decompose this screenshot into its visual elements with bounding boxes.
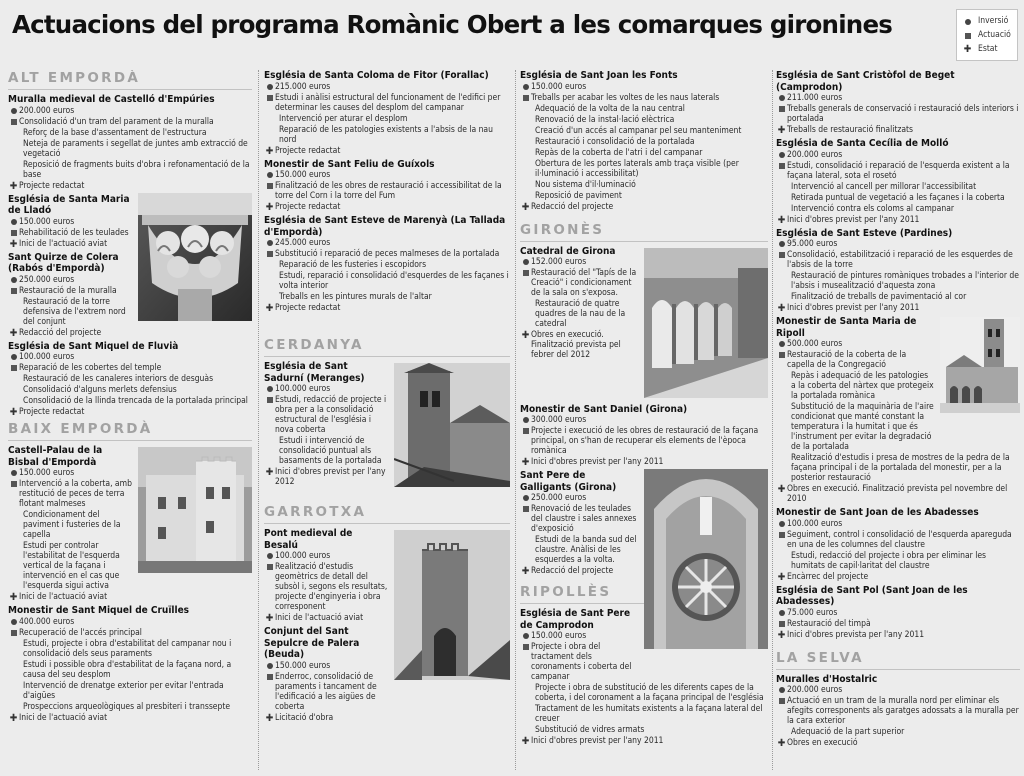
section-hostalric: Muralles d'Hostalric 200.000 euros Actuació en un tram de la muralla nord per eliminar els afegits corresponents als garatges adossats a la muralla per la cara exterior Adequació de la part superior ✚ Obres en execució <box>776 673 1019 749</box>
photo-rose-window <box>644 469 768 649</box>
square-icon <box>267 95 273 101</box>
dot-icon <box>11 277 17 283</box>
square-icon <box>779 621 785 627</box>
plus-icon: ✚ <box>9 327 18 339</box>
plus-icon: ✚ <box>9 238 18 250</box>
section-fitor: Església de Santa Coloma de Fitor (Forallac) 215.000 euros Estudi i anàlisi estructural del funcionament de l'edifici per determinar les causes del desplom del campanar Intervenció per aturar el desplom Reparació de les patologies existents a l'absis de la nau nord ✚ Projecte redactat <box>264 70 501 157</box>
section-ripoll: Monestir de Santa Maria de Ripoll 500.000 euros Restauració de la coberta de la capella de la Congregació Repàs i adequació de les patologies a la coberta del nàrtex que protegeix la portalada romànica Substitució de la maquinària de l'aire condicionat que manté constant la temperatura i la humitat i que és l'instrument per evitar la degradació de la portalada Realització d'estudis i presa de mostres de la pedra de la façana principal i de la portalada del monestir, per a la posterior restauració ✚ Obres en execució. Finalització prevista pel novembre del 2010 <box>776 316 1010 504</box>
dot-icon <box>11 470 17 476</box>
dot-icon <box>11 219 17 225</box>
photo-capital <box>138 193 252 321</box>
column-divider <box>515 70 516 770</box>
region-cerdanya: CERDANYA <box>264 337 510 357</box>
dot-icon <box>965 19 971 25</box>
dot-icon <box>267 172 273 178</box>
section-bisbal: Castell-Palau de la Bisbal d'Empordà 150.000 euros Intervenció a la coberta, amb restitució de peces de terra flotant malmeses Condicionament del paviment i fusteries de la capella Estudi per controlar l'estabilitat de l'esquerda vertical de la façana i intervenció en el cas que l'esquerda sigui activa ✚ Inici de l'actuació aviat <box>8 445 132 603</box>
square-icon <box>779 163 785 169</box>
column-divider <box>772 70 773 770</box>
section-joan-fonts: Església de Sant Joan les Fonts 150.000 euros Treballs per acabar les voltes de les naus laterals Adequació de la volta de la nau central Renovació de la instal·lació elèctrica Creació d'un accés al campanar pel seu manteniment Restauració i consolidació de la portalada Repàs de la coberta de l'atri i del campanar Obertura de les portes laterals amb traça visible (per il·luminació i accessibilitat) Nou sistema d'il·luminació Reposició de paviment ✚ Redacció del projecte <box>520 70 742 213</box>
square-icon <box>779 252 785 258</box>
column-divider <box>258 70 259 770</box>
square-icon <box>11 481 17 487</box>
square-icon <box>267 397 273 403</box>
square-icon <box>523 270 529 276</box>
region-baix-emporda: BAIX EMPORDÀ <box>8 421 252 441</box>
square-icon <box>779 106 785 112</box>
region-la-selva: LA SELVA <box>776 650 1020 670</box>
dot-icon <box>523 633 529 639</box>
square-icon <box>267 183 273 189</box>
plus-icon: ✚ <box>521 736 530 747</box>
square-icon <box>523 506 529 512</box>
legend-item-inversio: Inversió <box>962 14 1012 28</box>
section-sant-daniel: Monestir de Sant Daniel (Girona) 300.000 euros Projecte i execució de les obres de restauració de la façana principal, on s'han de recuperar els elements de l'època romànica ✚ Inici d'obres previst per l'any 2011 <box>520 403 759 468</box>
plus-icon: ✚ <box>265 303 274 314</box>
square-icon <box>523 644 529 650</box>
dot-icon <box>11 354 17 360</box>
legend <box>956 9 1018 61</box>
plus-icon: ✚ <box>963 44 972 55</box>
square-icon <box>267 564 273 570</box>
column-1 <box>8 70 252 772</box>
legend-item-estat: ✚ Estat <box>963 44 998 55</box>
dot-icon <box>267 663 273 669</box>
dot-icon <box>523 259 529 265</box>
dot-icon <box>523 417 529 423</box>
region-alt-emporda: ALT EMPORDÀ <box>8 70 252 90</box>
photo-ripoll <box>940 317 1020 413</box>
square-icon <box>11 630 17 636</box>
dot-icon <box>11 619 17 625</box>
square-icon <box>11 365 17 371</box>
plus-icon: ✚ <box>9 180 18 192</box>
dot-icon <box>523 495 529 501</box>
plus-icon: ✚ <box>521 330 530 341</box>
plus-icon: ✚ <box>265 712 274 724</box>
square-icon <box>11 288 17 294</box>
plus-icon: ✚ <box>521 566 530 577</box>
section-colera: Sant Quirze de Colera (Rabós d'Empordà) 250.000 euros Restauració de la muralla Restauració de la torre defensiva de l'extrem nord del conjunt ✚ Redacció del projecte <box>8 251 126 339</box>
square-icon <box>267 674 273 680</box>
plus-icon: ✚ <box>265 202 274 213</box>
section-llado: Església de Santa Maria de Lladó 150.000 euros Rehabilitació de les teulades ✚ Inici de l'actuació aviat <box>8 193 130 250</box>
plus-icon: ✚ <box>777 214 786 226</box>
section-cruilles: Monestir de Sant Miquel de Cruïlles 400.000 euros Recuperació de l'accés principal Estudi, projecte i obra d'estabilitat del campanar nou i consolidació dels seus paraments Estudi i possible obra d'estabilitat de la façana nord, a causa del seu desplom Intervenció de drenatge exterior per evitar l'entrada d'aigües Prospeccions arqueològiques al presbiteri i transsepte ✚ Inici de l'actuació aviat <box>8 605 232 724</box>
dot-icon <box>779 341 785 347</box>
section-abadesses: Monestir de Sant Joan de les Abadesses 100.000 euros Seguiment, control i consolidació de l'esquerda apareguda en una de les columnes del claustre Estudi, redacció del projecte i obra per eliminar les humitats de capil·laritat del claustre ✚ Encàrrec del projecte <box>776 507 1012 583</box>
plus-icon: ✚ <box>777 303 786 314</box>
plus-icon: ✚ <box>265 145 274 157</box>
dot-icon <box>267 84 273 90</box>
section-sant-pol: Església de Sant Pol (Sant Joan de les Abadesses) 75.000 euros Restauració del timpà ✚ Inici d'obres prevista per l'any 2011 <box>776 584 968 641</box>
plus-icon: ✚ <box>521 201 530 213</box>
column-3 <box>520 70 768 772</box>
plus-icon: ✚ <box>265 613 274 624</box>
dot-icon <box>267 386 273 392</box>
section-marenya: Església de Sant Esteve de Marenyà (La Tallada d'Empordà) 245.000 euros Substitució i reparació de peces malmeses de la portalada Reparació de les fusteries i escopidors Estudi, reparació i consolidació d'esquerdes de les façanes i volta interior Treballs en les pintures murals de l'altar ✚ Projecte redactat <box>264 215 509 314</box>
dot-icon <box>779 687 785 693</box>
plus-icon: ✚ <box>9 407 18 418</box>
square-icon <box>779 532 785 538</box>
section-mollo: Església de Santa Cecília de Molló 200.000 euros Estudi, consolidació i reparació de l'esquerda existent a la façana lateral, sota el rosetó Intervenció al cancell per millorar l'accessibilitat Retirada puntual de vegetació a les façanes i la coberta Intervenció contra els coloms al campanar ✚ Inici d'obres previst per l'any 2011 <box>776 138 1010 226</box>
section-palera: Conjunt del Sant Sepulcre de Palera (Beuda) 150.000 euros Enderroc, consolidació de paraments i tancament de l'edificació a les aigües de coberta ✚ Licitació d'obra <box>264 626 377 724</box>
square-icon <box>523 95 529 101</box>
dot-icon <box>11 108 17 114</box>
page-title: Actuacions del programa Romànic Obert a les comarques gironines <box>12 10 893 39</box>
section-galligants: Sant Pere de Galligants (Girona) 250.000 euros Renovació de les teulades del claustre i sales annexes d'exposició Estudi de la banda sud del claustre. Anàlisi de les esquerdes a la volta. ✚ Redacció del projecte <box>520 470 637 577</box>
plus-icon: ✚ <box>9 712 18 724</box>
plus-icon: ✚ <box>777 571 786 583</box>
plus-icon: ✚ <box>265 467 274 478</box>
column-2 <box>264 70 510 772</box>
plus-icon: ✚ <box>9 592 18 603</box>
photo-castell-palau <box>138 447 252 573</box>
region-girones: GIRONÈS <box>520 222 768 242</box>
photo-sant-sadurni <box>394 363 510 487</box>
section-guixols: Monestir de Sant Feliu de Guíxols 150.000 euros Finalització de les obres de restauració i accessibilitat de la torre del Corn i la torre del Fum ✚ Projecte redactat <box>264 158 502 213</box>
photo-cloister <box>644 248 768 398</box>
dot-icon <box>267 240 273 246</box>
plus-icon: ✚ <box>777 125 786 136</box>
dot-icon <box>779 95 785 101</box>
dot-icon <box>779 610 785 616</box>
plus-icon: ✚ <box>777 629 786 641</box>
plus-icon: ✚ <box>521 457 530 468</box>
square-icon <box>779 698 785 704</box>
dot-icon <box>779 241 785 247</box>
section-catedral: Catedral de Girona 152.000 euros Restauració del "Tapís de la Creació" i condicionament de la sala on s'exposa. Restauració de quatre quadres de la nau de la catedral ✚ Obres en execució. Finalització prevista pel febrer del 2012 <box>520 245 637 360</box>
section-camprodon: Església de Sant Pere de Camprodon 150.000 euros Projecte i obra del tractament dels coronaments i coberta del campanar Projecte i obra de substitució de les diferents capes de la coberta, i del coronament a la façana principal de l'església Tractament de les humitats existents a la façana lateral del creuer Substitució de vidres armats ✚ Inici d'obres previst per l'any 2011 <box>520 608 764 747</box>
photo-pont-besalu <box>394 530 510 680</box>
region-garrotxa: GARROTXA <box>264 504 510 524</box>
dot-icon <box>267 553 273 559</box>
section-besalu: Pont medieval de Besalú 100.000 euros Realització d'estudis geomètrics de detall del subsòl i, segons els resultats, projecte d'enginyeria i obra corresponent ✚ Inici de l'actuació aviat <box>264 528 388 624</box>
square-icon <box>523 428 529 434</box>
section-beget: Església de Sant Cristòfol de Beget (Camprodon) 211.000 euros Treballs generals de conservació i restauració dels interiors i portalada ✚ Treballs de restauració finalitzats <box>776 70 1019 136</box>
square-icon <box>965 33 971 39</box>
legend-item-actuacio: Actuació <box>962 28 1012 42</box>
dot-icon <box>523 84 529 90</box>
section-castello: Muralla medieval de Castelló d'Empúries 200.000 euros Consolidació d'un tram del parament de la muralla Reforç de la base d'assentament de l'estructura Neteja de paraments i segellat de juntes amb extracció de vegetació Reposició de fragments buits d'obra i refonamentació de la base ✚ Projecte redactat <box>8 94 250 192</box>
square-icon <box>11 119 17 125</box>
dot-icon <box>779 152 785 158</box>
dot-icon <box>779 521 785 527</box>
plus-icon: ✚ <box>777 484 786 495</box>
square-icon <box>267 251 273 257</box>
section-pardines: Església de Sant Esteve (Pardines) 95.000 euros Consolidació, estabilització i reparació de les esquerdes de l'absis de la torre Restauració de pintures romàniques trobades a l'interior de l'absis i musealització d'aquesta zona Finalització de treballs de pavimentació al cor ✚ Inici d'obres previst per l'any 2011 <box>776 227 1019 314</box>
section-meranges: Església de Sant Sadurní (Meranges) 100.000 euros Estudi, redacció de projecte i obra per a la consolidació estructural de l'església i nova coberta Estudi i intervenció de consolidació puntual als basaments de la portalada ✚ Inici d'obres previst per l'any 2012 <box>264 361 387 487</box>
plus-icon: ✚ <box>777 738 786 749</box>
column-4 <box>776 70 1020 772</box>
square-icon <box>779 352 785 358</box>
region-ripolles: RIPOLLÈS <box>520 584 768 604</box>
square-icon <box>11 230 17 236</box>
section-fluvia: Església de Sant Miquel de Fluvià 100.000 euros Reparació de les cobertes del temple Restauració de les canaleres interiors de desguàs Consolidació d'alguns merlets defensius Consolidació de la llinda trencada de la portalada principal ✚ Projecte redactat <box>8 340 248 418</box>
